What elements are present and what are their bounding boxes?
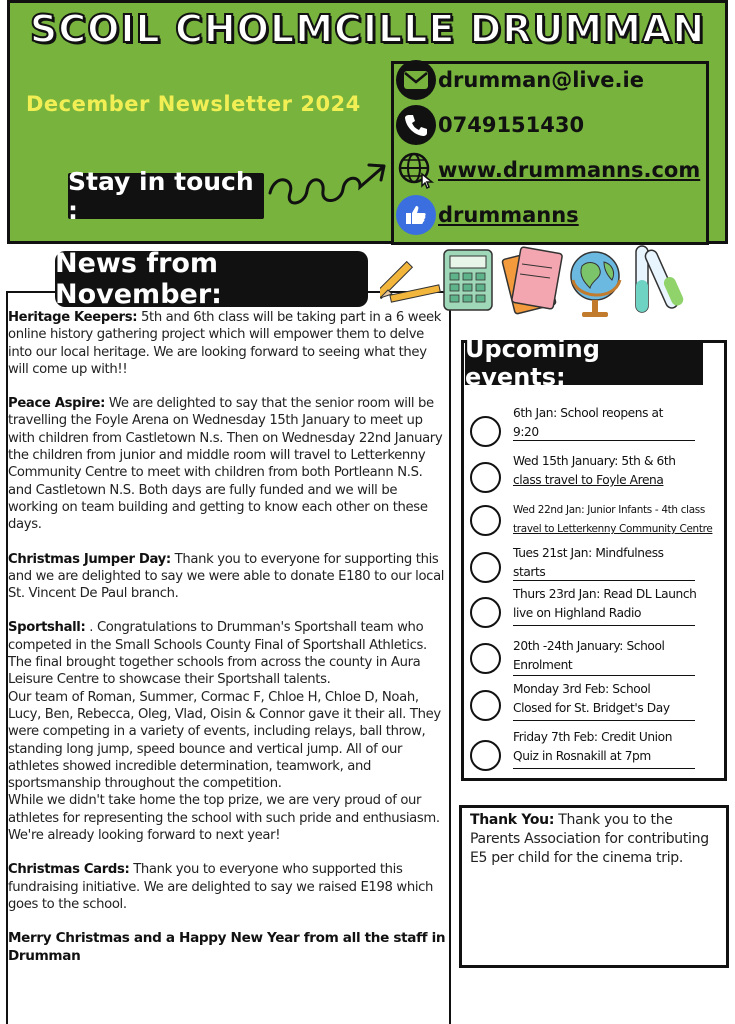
test-tube-icon [636,246,685,312]
event-underline [513,580,695,581]
event-line-2: 9:20 [513,425,539,439]
jumper-body: Thank you to everyone for supporting this and we are delighted to say we were able to donate E180 to our local St. Vincent De Paul branch. [8,551,445,602]
event-line-1: Thurs 23rd Jan: Read DL Launch [513,587,697,601]
sportshall-paragraph [8,619,446,688]
cards-title: Christmas Cards: [8,862,130,878]
event-underline [513,675,695,676]
newsletter-header [7,0,728,244]
peace-body: We are delighted to say that the senior room will be travelling the Foyle Arena on Wednesday 15th January to meet up with children from Castletown N.s. Then on Wednesday 22nd January the children from junior and middle room will travel to Letterkenny Community Centre to meet with children from both Portleann N.S. and Castletown N.S. Both days are fully funded and we will be working on team building and getting to know each other on these days. [8,396,443,533]
event-line-1: Monday 3rd Feb: School [513,682,651,696]
facebook-link[interactable]: drummanns [438,203,579,227]
sportshall-title: Sportshall: [8,620,86,636]
contact-facebook[interactable] [396,195,579,235]
email-text[interactable]: drumman@live.ie [438,68,644,92]
heritage-body: 5th and 6th class will be taking part in a 6 week online history gathering project which will empower them to delve into our local heritage. We are looking forward to seeing what they will come up with!! [8,310,442,377]
event-checkbox[interactable] [470,416,501,447]
event-line-1: Tues 21st Jan: Mindfulness [513,546,664,560]
thank-you-box [459,805,729,968]
event-line-2: travel to Letterkenny Community Centre [513,523,713,535]
calculator-icon [444,250,492,310]
globe-icon [571,252,620,317]
globe-cursor-icon [396,150,436,190]
event-item [470,728,720,772]
event-line-1: Wed 15th January: 5th & 6th [513,454,676,468]
sportshall-body-1: . Congratulations to Drumman's Sportshall team who competed in the Small Schools County Final of Sportshall Athletics. The final brought together schools from across the county in Aura Leisure Centre to showcase their Sportshall talents. [8,620,427,688]
event-line-2: starts [513,565,546,579]
website-link[interactable]: www.drummanns.com [438,158,701,182]
event-item [470,637,720,681]
stay-in-touch-label: Stay in touch : [68,173,264,219]
event-checkbox[interactable] [470,462,501,493]
cards-body: Thank you to everyone who supported this fundraising initiative. We are delighted to say we raised E198 which goes to the school. [8,862,434,912]
event-checkbox[interactable] [470,643,501,674]
event-underline [513,440,695,441]
event-underline [513,720,695,721]
event-item [470,585,720,629]
event-checkbox[interactable] [470,690,501,721]
event-underline [513,768,695,769]
thank-you-body: Thank you to the Parents Association for contributing E5 per child for the cinema trip. [470,812,709,866]
event-line-2: live on Highland Radio [513,606,642,620]
event-line-2: class travel to Foyle Arena [513,473,664,487]
jumper-title: Christmas Jumper Day: [8,551,171,567]
event-underline [513,625,695,626]
sportshall-team-paragraph: Our team of Roman, Summer, Cormac F, Chloe H, Chloe D, Noah, Lucy, Ben, Rebecca, Oleg, Vlad, Oisin & Connor gave it their all. They were competing in a variety of events, including relays, ball throw, standing long jump, speed bounce and vertical jump. All of our athletes showed incredible determination, teamwork, and sportsmanship throughout the competition. [8,689,441,792]
event-item [470,452,720,496]
event-line-1: Wed 22nd Jan: Junior Infants - 4th class [513,504,706,516]
swirl-arrow-icon [265,153,390,213]
thank-you-text [470,811,720,868]
event-line-2: Closed for St. Bridget's Day [513,701,670,715]
newsletter-title: December Newsletter 2024 [26,92,361,116]
event-checkbox[interactable] [470,552,501,583]
event-item [470,680,720,724]
contact-phone[interactable] [396,105,584,145]
closing-message: Merry Christmas and a Happy New Year from all the staff in Drumman [8,930,446,964]
heritage-paragraph [8,309,446,378]
pencil-icon [380,262,440,302]
phone-text[interactable]: 0749151430 [438,113,585,137]
event-checkbox[interactable] [470,505,501,536]
news-section-label: News from November: [55,251,368,307]
event-line-2: Quiz in Rosnakill at 7pm [513,749,651,763]
news-article [8,309,446,982]
events-section-label: Upcoming events: [465,341,703,385]
event-line-1: 20th -24th January: School [513,639,665,653]
facebook-like-icon [396,195,436,235]
event-line-1: 6th Jan: School reopens at [513,406,663,420]
peace-title: Peace Aspire: [8,396,106,412]
phone-icon [396,105,436,145]
notebook-icon [502,247,563,314]
event-line-1: Friday 7th Feb: Credit Union [513,730,673,744]
contact-email[interactable] [396,60,644,100]
contact-website[interactable] [396,150,700,190]
event-checkbox[interactable] [470,740,501,771]
heritage-title: Heritage Keepers: [8,310,138,325]
event-item [470,544,720,588]
peace-paragraph [8,395,446,533]
thank-you-title: Thank You: [470,812,555,828]
jumper-paragraph [8,551,446,603]
cards-paragraph [8,861,446,913]
event-item [470,404,720,448]
sportshall-closing-paragraph: While we didn't take home the top prize, we are very proud of our athletes for representing the school with such pride and enthusiasm. We're already looking forward to next year! [8,793,440,844]
event-checkbox[interactable] [470,597,501,628]
event-line-2: Enrolment [513,658,573,672]
school-name: SCOIL CHOLMCILLE DRUMMAN [29,7,706,51]
envelope-icon [396,60,436,100]
event-item [470,501,720,545]
